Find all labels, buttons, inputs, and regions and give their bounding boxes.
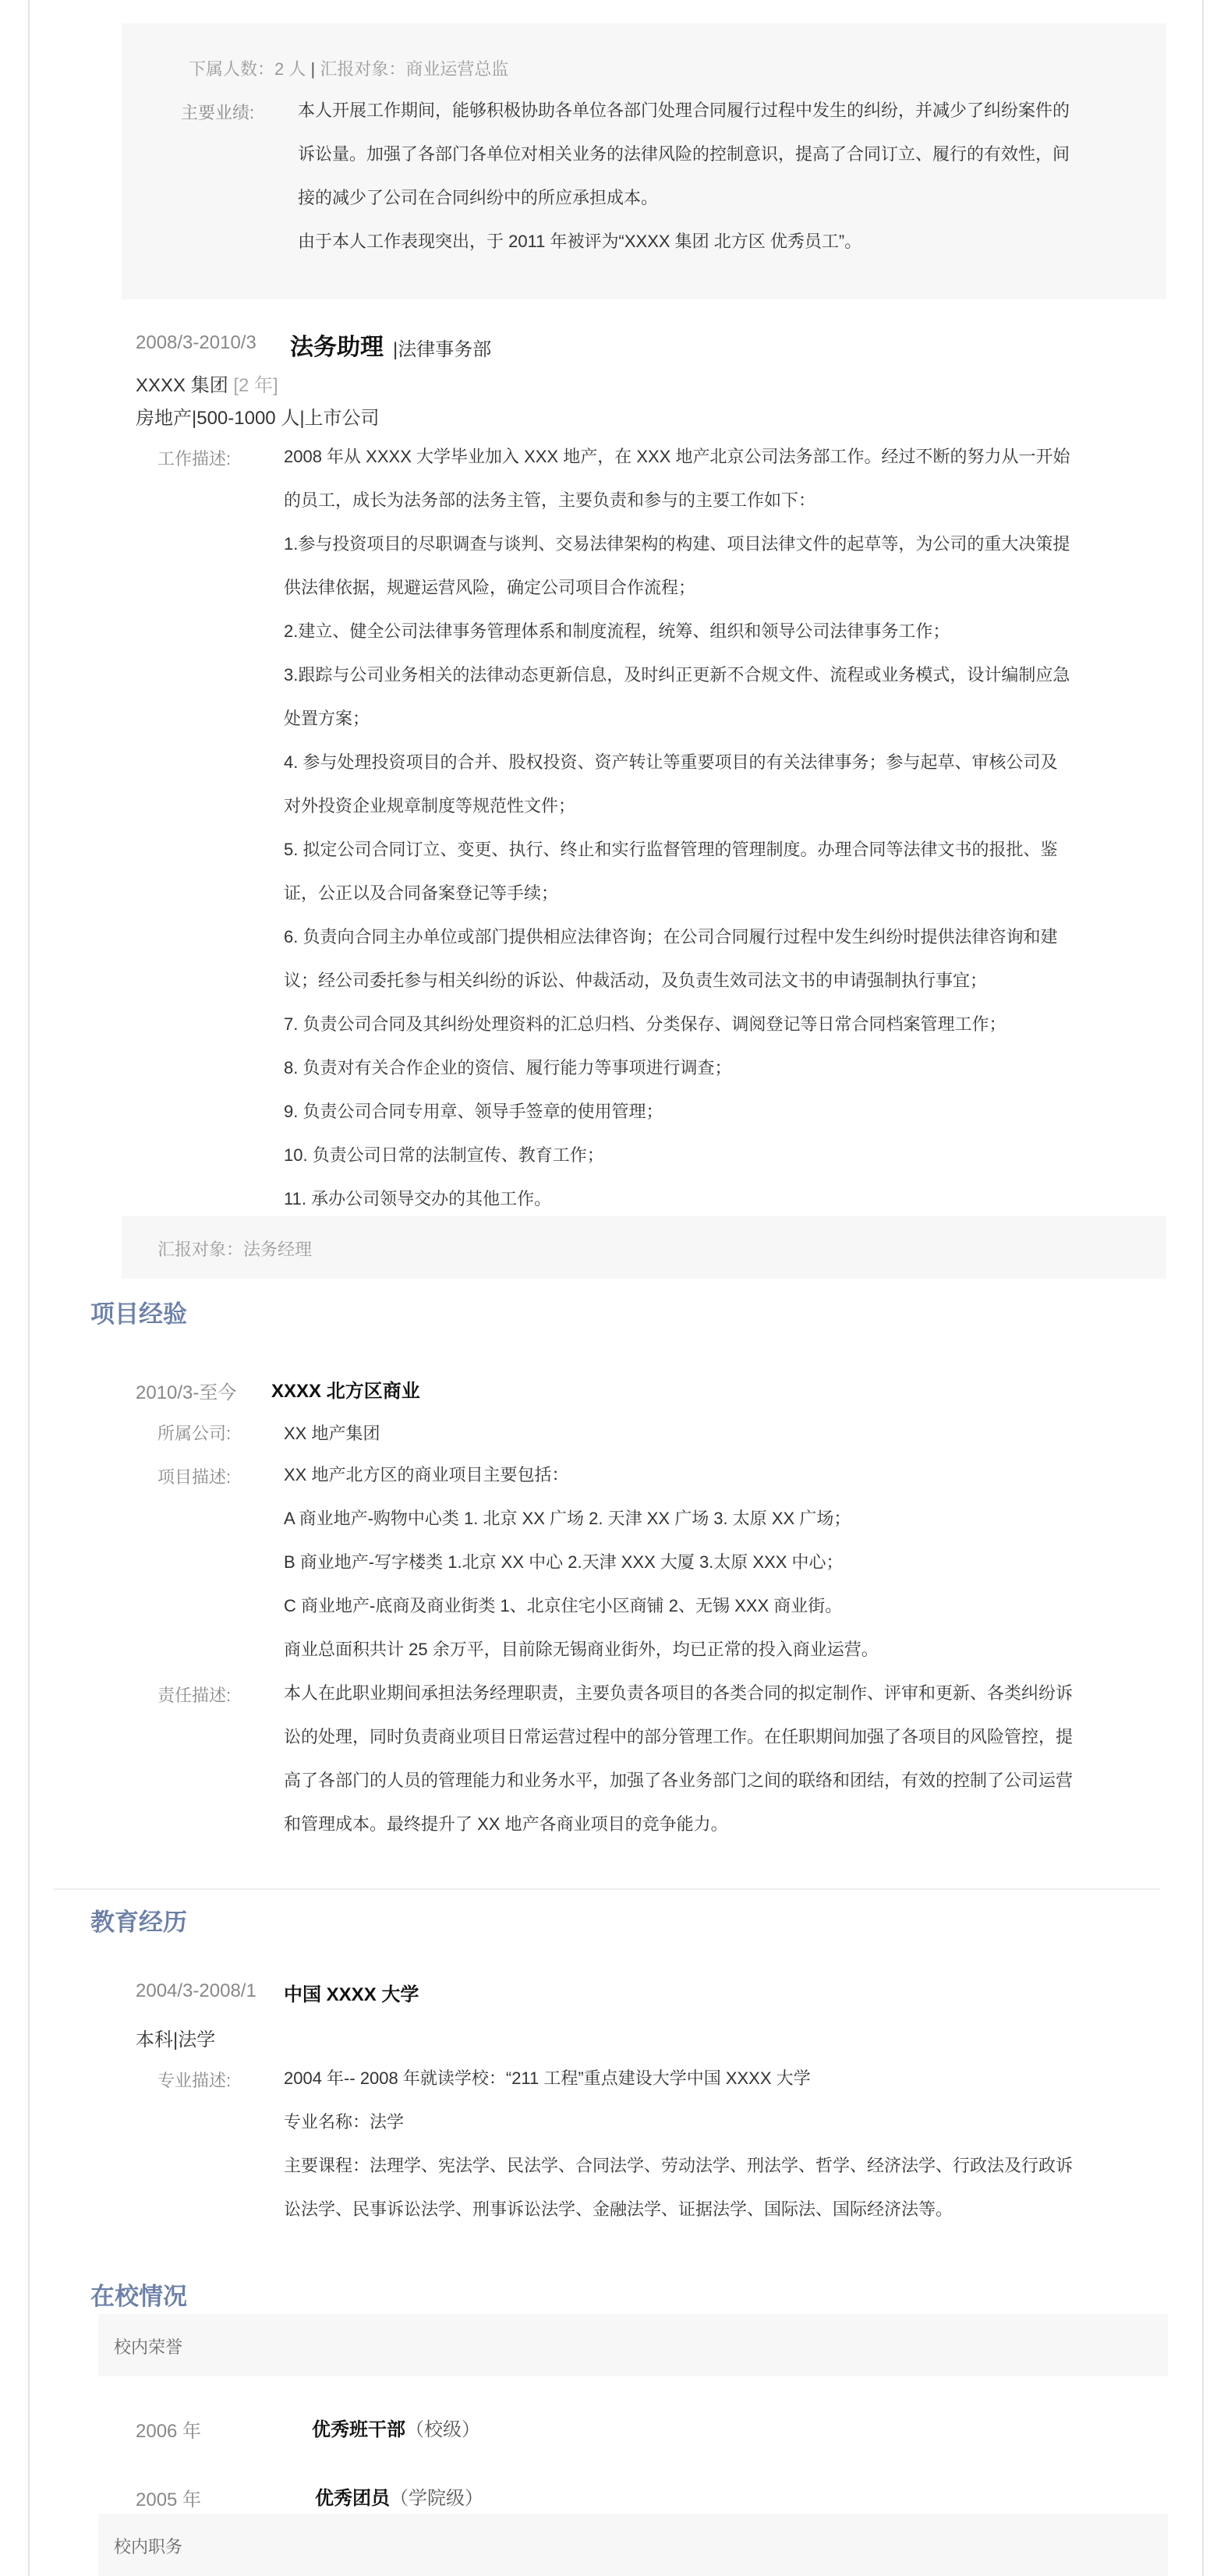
project-company-label: 所属公司: — [157, 1424, 232, 1443]
job-department: |法律事务部 — [393, 339, 492, 360]
section-title-campus: 在校情况 — [90, 2283, 187, 2310]
text-line: 接的减少了公司在合同纠纷中的所应承担成本。 — [298, 188, 659, 207]
project-name: XXXX 北方区商业 — [271, 1381, 420, 1402]
company-line — [136, 370, 278, 397]
meta-separator: | — [310, 59, 316, 79]
section-title-project: 项目经验 — [90, 1300, 187, 1328]
job-desc-text — [284, 435, 1165, 1221]
work-block-previous — [122, 23, 1166, 299]
project-desc-label: 项目描述: — [157, 1467, 232, 1487]
text-line: 9. 负责公司合同专用章、领导手签章的使用管理； — [284, 1102, 663, 1121]
text-line: 和管理成本。最终提升了 XX 地产各商业项目的竞争能力。 — [284, 1814, 728, 1834]
project-duty-text — [284, 1672, 1165, 1846]
positions-header-bar — [98, 2514, 1168, 2576]
text-line: 主要课程：法理学、宪法学、民法学、合同法学、劳动法学、刑法学、哲学、经济法学、行政法及行政诉 — [284, 2156, 1074, 2175]
text-line: 议；经公司委托参与相关纠纷的诉讼、仲裁活动，及负责生效司法文书的申请强制执行事宜； — [284, 971, 988, 990]
text-line: 8. 负责对有关合作企业的资信、履行能力等事项进行调查； — [284, 1058, 732, 1077]
work-meta — [189, 56, 508, 80]
honors-header-bar — [98, 2314, 1168, 2376]
positions-header: 校内职务 — [114, 2537, 183, 2557]
text-line: C 商业地产-底商及商业街类 1、北京住宅小区商铺 2、无锡 XXX 商业街。 — [284, 1596, 843, 1615]
text-line: 高了各部门的人员的管理能力和业务水平，加强了各业务部门之间的联络和团结，有效的控制了公司运营 — [284, 1771, 1074, 1790]
report-to-manager: 汇报对象：法务经理 — [157, 1240, 313, 1259]
company-industry: 房地产|500-1000 人|上市公司 — [136, 408, 380, 429]
text-line: 1.参与投资项目的尽职调查与谈判、交易法律架构的构建、项目法律文件的起草等，为公司的重大决策提 — [284, 534, 1070, 554]
company-name: XXXX 集团 — [136, 375, 228, 396]
job-title: 法务助理 — [290, 334, 384, 360]
edu-degree: 本科|法学 — [136, 2029, 216, 2051]
honor-item — [315, 2482, 483, 2510]
text-line: B 商业地产-写字楼类 1.北京 XX 中心 2.天津 XXX 大厦 3.太原 XXX 中心； — [284, 1552, 844, 1572]
edu-school: 中国 XXXX 大学 — [284, 1984, 419, 2005]
text-line: 2008 年从 XXXX 大学毕业加入 XXX 地产，在 XXX 地产北京公司法务部工作。经过不断的努力从一开始 — [284, 447, 1070, 466]
project-desc-text — [284, 1453, 1165, 1672]
job-period: 2008/3-2010/3 — [136, 332, 256, 353]
text-line: 3.跟踪与公司业务相关的法律动态更新信息，及时纠正更新不合规文件、流程或业务模式，设计编制应急 — [284, 665, 1070, 685]
text-line: 诉讼量。加强了各部门各单位对相关业务的法律风险的控制意识，提高了合同订立、履行的有效性，间 — [298, 144, 1070, 164]
text-line: 讼的处理，同时负责商业项目日常运营过程中的部分管理工作。在任职期间加强了各项目的风险管控，提 — [284, 1727, 1074, 1746]
project-duty-label: 责任描述: — [157, 1686, 232, 1705]
report-to: 汇报对象：商业运营总监 — [320, 59, 509, 79]
edu-period: 2004/3-2008/1 — [136, 1980, 256, 2001]
resume-page — [28, 0, 1204, 2576]
honor-level: （学院级） — [390, 2488, 483, 2509]
project-period: 2010/3-至今 — [136, 1382, 237, 1403]
edu-major-text — [284, 2057, 1165, 2231]
text-line: 7. 负责公司合同及其纠纷处理资料的汇总归档、分类保存、调阅登记等日常合同档案管理工作； — [284, 1014, 1006, 1034]
project-company: XX 地产集团 — [284, 1424, 380, 1443]
section-title-education: 教育经历 — [90, 1909, 187, 1936]
text-line: 供法律依据，规避运营风险，确定公司项目合作流程； — [284, 578, 696, 597]
text-line: 商业总面积共计 25 余万平，目前除无锡商业街外，均已正常的投入商业运营。 — [284, 1640, 879, 1659]
text-line: 本人开展工作期间，能够积极协助各单位各部门处理合同履行过程中发生的纠纷，并减少了纠纷案件的 — [298, 101, 1070, 120]
text-line: 由于本人工作表现突出，于 2011 年被评为“XXXX 集团 北方区 优秀员工”。 — [298, 232, 862, 251]
text-line: 6. 负责向合同主办单位或部门提供相应法律咨询；在公司合同履行过程中发生纠纷时提供法律咨询和建 — [284, 927, 1058, 947]
subordinates-count: 下属人数：2 人 — [189, 59, 306, 79]
text-line: 讼法学、民事诉讼法学、刑事诉讼法学、金融法学、证据法学、国际法、国际经济法等。 — [284, 2199, 953, 2219]
job-duration: [2 年] — [233, 375, 278, 396]
text-line: 证，公正以及合同备案登记等手续； — [284, 883, 559, 903]
text-line: 5. 拟定公司合同订立、变更、执行、终止和实行监督管理的管理制度。办理合同等法律文书的报批、鉴 — [284, 840, 1058, 859]
text-line: 本人在此职业期间承担法务经理职责，主要负责各项目的各类合同的拟定制作、评审和更新、各类纠纷诉 — [284, 1683, 1074, 1703]
text-line: 11. 承办公司领导交办的其他工作。 — [284, 1189, 552, 1208]
honor-year: 2006 年 — [136, 2421, 202, 2442]
report-bar — [122, 1216, 1166, 1279]
text-line: 2004 年-- 2008 年就读学校：“211 工程”重点建设大学中国 XXXX 大学 — [284, 2068, 811, 2088]
achievement-text — [298, 89, 1155, 264]
honor-item — [312, 2414, 480, 2441]
honor-name: 优秀团员 — [315, 2488, 390, 2509]
text-line: 专业名称：法学 — [284, 2112, 405, 2132]
text-line: 10. 负责公司日常的法制宣传、教育工作； — [284, 1145, 604, 1165]
section-divider — [53, 1888, 1160, 1890]
honor-year: 2005 年 — [136, 2489, 202, 2511]
text-line: 2.建立、健全公司法律事务管理体系和制度流程，统筹、组织和领导公司法律事务工作； — [284, 621, 950, 641]
text-line: 4. 参与处理投资项目的合并、股权投资、资产转让等重要项目的有关法律事务；参与起草、审核公司及 — [284, 752, 1058, 772]
text-line: A 商业地产-购物中心类 1. 北京 XX 广场 2. 天津 XX 广场 3. 太原 XX 广场； — [284, 1509, 851, 1528]
text-line: 的员工，成长为法务部的法务主管，主要负责和参与的主要工作如下： — [284, 490, 816, 510]
honors-header: 校内荣誉 — [114, 2337, 183, 2357]
edu-major-label: 专业描述: — [157, 2071, 232, 2090]
honor-level: （校级） — [405, 2419, 480, 2440]
achievement-label: 主要业绩: — [181, 103, 255, 122]
honor-name: 优秀班干部 — [312, 2419, 405, 2440]
text-line: 处置方案； — [284, 709, 370, 728]
text-line: 对外投资企业规章制度等规范性文件； — [284, 796, 576, 816]
text-line: XX 地产北方区的商业项目主要包括： — [284, 1465, 569, 1484]
job-desc-label: 工作描述: — [157, 449, 232, 469]
